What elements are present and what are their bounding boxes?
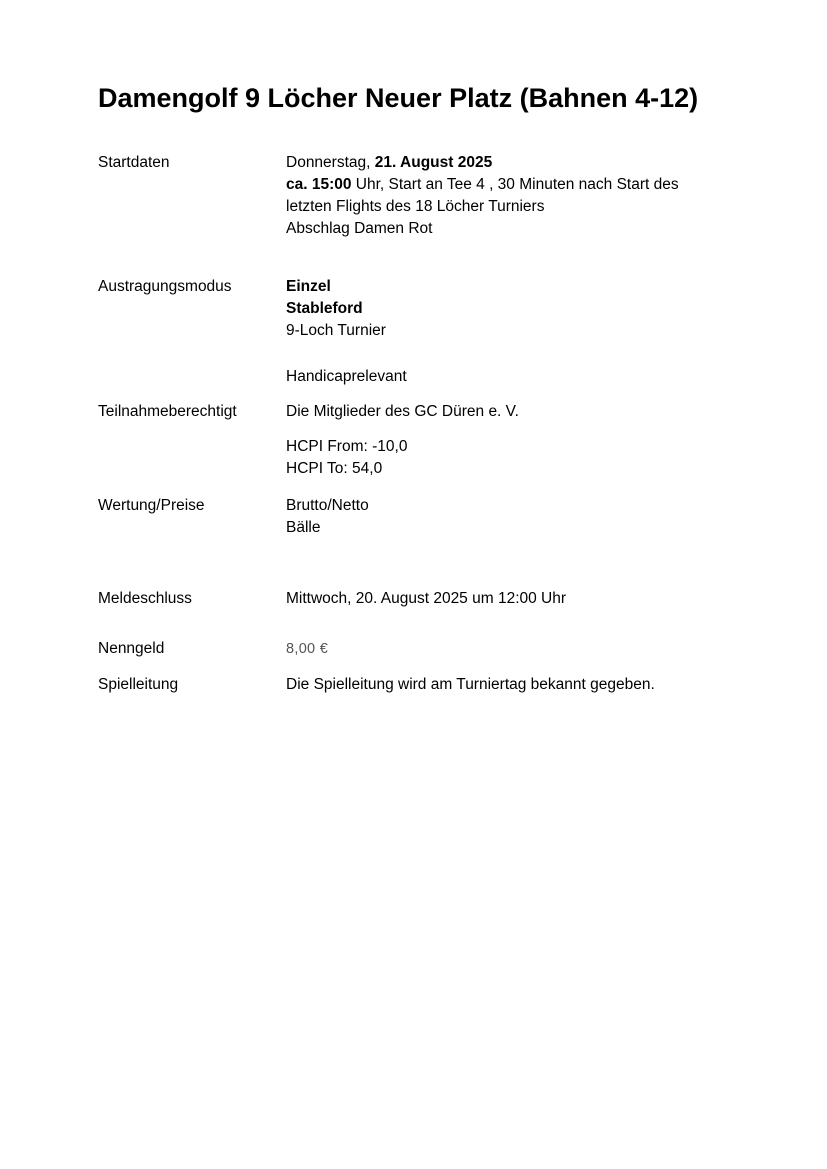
value-wertung [286, 495, 756, 539]
value-spielleitung [286, 674, 756, 696]
mode-einzel: Einzel [286, 278, 331, 295]
label-meldeschluss: Meldeschluss [98, 590, 192, 607]
label-austragungsmodus: Austragungsmodus [98, 278, 232, 295]
start-date: 21. August 2025 [374, 154, 493, 171]
start-note: letzten Flights des 18 Löcher Turniers [286, 198, 545, 215]
value-startdaten [286, 152, 756, 240]
scoring: Brutto/Netto [286, 497, 369, 514]
start-time-line [286, 174, 756, 196]
start-day: Donnerstag, [286, 154, 375, 171]
value-austragungsmodus [286, 276, 756, 388]
label-spielleitung: Spielleitung [98, 676, 179, 693]
prizes: Bälle [286, 519, 321, 536]
start-time-rest: Uhr, Start an Tee 4 , 30 Minuten nach Start des [351, 176, 679, 193]
eligible-members: Die Mitglieder des GC Düren e. V. [286, 403, 519, 420]
value-teilnahme [286, 401, 756, 480]
entry-fee: 8,00 € [286, 641, 329, 657]
page-title: Damengolf 9 Löcher Neuer Platz (Bahnen 4-12) [98, 83, 699, 113]
mode-9loch: 9-Loch Turnier [286, 322, 386, 339]
value-nenngeld [286, 638, 756, 660]
label-wertung: Wertung/Preise [98, 497, 205, 514]
mode-stableford: Stableford [286, 300, 363, 317]
value-meldeschluss [286, 588, 756, 610]
label-teilnahme: Teilnahmeberechtigt [98, 403, 237, 420]
start-time: ca. 15:00 [286, 176, 352, 193]
start-tee: Abschlag Damen Rot [286, 220, 433, 237]
hcpi-to: HCPI To: 54,0 [286, 460, 383, 477]
label-startdaten: Startdaten [98, 154, 170, 171]
tournament-director: Die Spielleitung wird am Turniertag bekannt gegeben. [286, 676, 655, 693]
label-nenngeld: Nenngeld [98, 640, 165, 657]
deadline: Mittwoch, 20. August 2025 um 12:00 Uhr [286, 590, 567, 607]
mode-handicap: Handicaprelevant [286, 368, 407, 385]
hcpi-from: HCPI From: -10,0 [286, 438, 408, 455]
start-date-line [286, 152, 756, 174]
